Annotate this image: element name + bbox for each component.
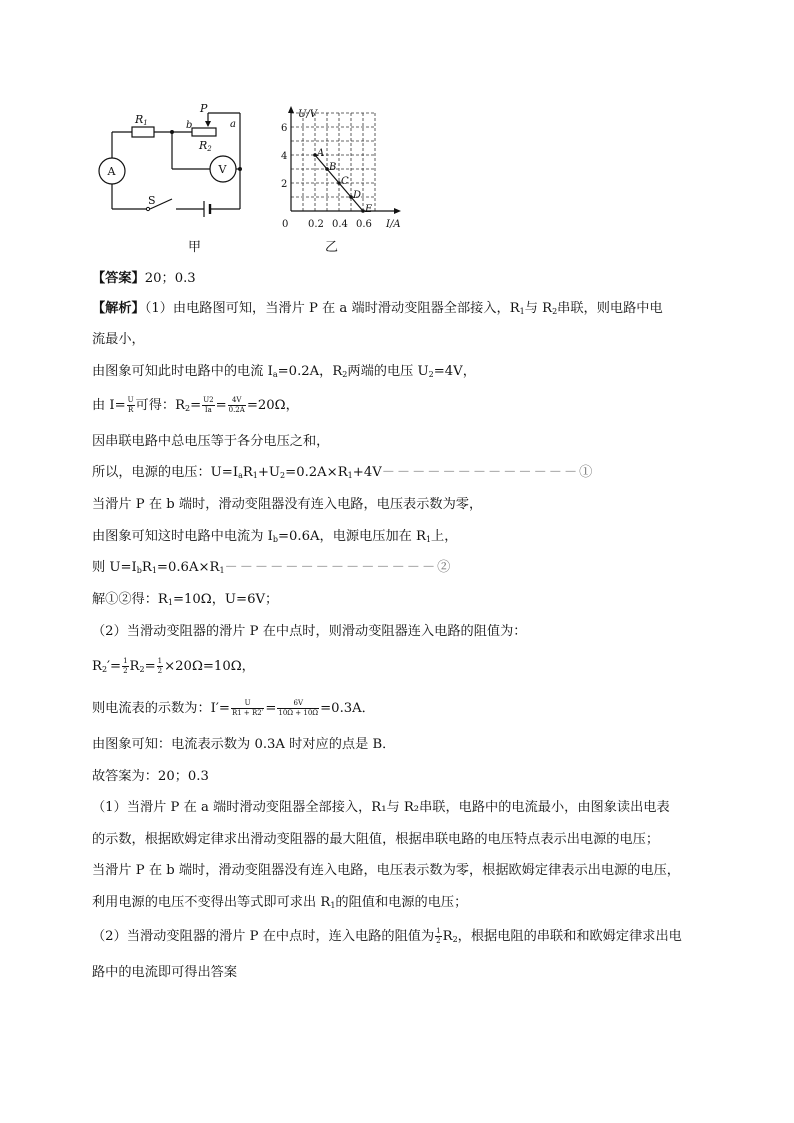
text-run: R <box>129 659 140 674</box>
subscript: 2 <box>139 665 145 674</box>
x-tick-label: 0.6 <box>356 219 372 230</box>
subscript: 1 <box>219 566 225 575</box>
text-run: =0.3A． <box>320 701 375 716</box>
x-tick-label: 0.4 <box>332 219 348 230</box>
fraction: $\frac{1}{2}$ <box>436 927 441 945</box>
text-run: （1）由电路图可知，当滑片 P 在 a 端时滑动变阻器全部接入，R <box>144 301 520 316</box>
text-run: =20Ω， <box>246 398 299 413</box>
y-axis-label: U/V <box>298 109 318 120</box>
text-run: 由 I= <box>92 398 126 413</box>
answer-line <box>92 272 196 285</box>
answer-label: 【答案】 <box>92 271 145 286</box>
analysis-line-9 <box>92 561 452 575</box>
analysis-line-20 <box>92 928 682 945</box>
text-run: 由图象可知此时电路中的电流 I <box>92 364 273 379</box>
text-run: 两端的电压 U <box>347 364 429 379</box>
text-run: 则电流表的示数为：I′= <box>92 701 230 716</box>
subscript: a <box>272 370 278 379</box>
text-run: （1）当滑片 P 在 a 端时滑动变阻器全部接入，R₁与 R₂串联，电路中的电流最小，由图象读出电表 <box>92 800 670 815</box>
subscript: 1 <box>425 535 432 544</box>
subscript: 2 <box>452 935 458 944</box>
text-run: 当滑片 P 在 b 端时，滑动变阻器没有连入电路，电压表示数为零，根据欧姆定律表示出电源的电压， <box>92 863 680 878</box>
analysis-line-4 <box>92 397 299 414</box>
text-run: 可得：R <box>135 398 186 413</box>
text-run: 当滑片 P 在 b 端时，滑动变阻器没有连入电路，电压表示数为零， <box>92 497 483 512</box>
switch-label: S <box>148 194 156 207</box>
analysis-line-18 <box>92 864 680 877</box>
text-run: +U <box>257 465 281 480</box>
text-run: 串联，则电路中电 <box>557 301 663 316</box>
point-label: A <box>317 148 325 159</box>
subscript: b <box>272 535 278 544</box>
analysis-line-13 <box>92 700 375 717</box>
subscript: 2 <box>185 404 191 413</box>
text-run: = <box>144 659 156 674</box>
circuit-diagram <box>92 103 272 233</box>
text-run: R <box>242 465 253 480</box>
text-run: =10Ω，U=6V； <box>172 592 279 607</box>
y-tick-label: 4 <box>281 151 288 162</box>
point-label: D <box>353 190 362 201</box>
point-label: B <box>329 162 337 173</box>
point-label: C <box>341 176 349 187</box>
subscript: 2 <box>101 665 108 674</box>
subscript: 2 <box>552 307 558 316</box>
terminal-b-label: b <box>186 120 193 131</box>
origin-label: 0 <box>282 219 289 230</box>
analysis-line-17 <box>92 833 659 846</box>
analysis-line-15 <box>92 770 209 783</box>
text-run: 路中的电流即可得出答案 <box>92 965 238 980</box>
analysis-line-2 <box>92 333 145 346</box>
analysis-line-6 <box>92 466 594 480</box>
dash-leader: －－－－－－－－－－－－－① <box>381 465 595 480</box>
fraction: $\frac{1}{2}$ <box>123 657 128 675</box>
ammeter-label: A <box>107 165 116 178</box>
fraction: $\frac{6V}{10\Omega + 10\Omega}$ <box>278 699 319 717</box>
answer-value: 20；0.3 <box>144 271 196 286</box>
text-run: 上， <box>431 529 458 544</box>
subscript: b <box>136 566 142 575</box>
fraction: $\frac{1}{2}$ <box>157 657 163 675</box>
text-run: ′= <box>107 659 122 674</box>
text-run: =0.6A，电源电压加在 R <box>277 529 426 544</box>
analysis-line-1 <box>92 302 663 316</box>
fraction: $\frac{U2}{Ia}$ <box>203 396 214 414</box>
text-run: = <box>190 398 202 413</box>
subscript: 1 <box>330 901 336 910</box>
text-run: 则 U=I <box>92 560 137 575</box>
subscript: 1 <box>252 471 258 480</box>
text-run: +4V <box>352 465 382 480</box>
text-run: 由图象可知：电流表示数为 0.3A 时对应的点是 B． <box>92 737 396 752</box>
subscript: 1 <box>519 307 525 316</box>
text-run: R <box>92 659 102 674</box>
y-tick-label: 2 <box>281 179 288 190</box>
point-label: E <box>365 204 373 215</box>
text-run: =0.2A×R <box>285 465 348 480</box>
r1-label: R1 <box>135 113 148 127</box>
text-run: =4V， <box>433 364 476 379</box>
slider-p-label: P <box>200 103 208 115</box>
subscript: 2 <box>428 370 434 379</box>
subscript: 2 <box>342 370 348 379</box>
subscript: 1 <box>151 566 157 575</box>
fraction: $\frac{U}{R1 + R2'}$ <box>231 699 264 717</box>
fraction: $\frac{U}{R}$ <box>127 396 134 414</box>
analysis-line-14 <box>92 738 395 751</box>
x-tick-label: 0.2 <box>308 219 324 230</box>
text-run: 与 R <box>524 301 553 316</box>
circuit-caption: 甲 <box>188 240 202 255</box>
text-run: 解①②得：R <box>92 592 168 607</box>
x-axis-label: I/A <box>386 219 401 230</box>
analysis-line-19 <box>92 896 467 910</box>
text-run: ×20Ω=10Ω， <box>164 659 255 674</box>
analysis-line-5 <box>92 435 329 448</box>
text-run: =0.6A×R <box>156 560 220 575</box>
text-run: = <box>265 701 277 716</box>
analysis-label: 【解析】 <box>92 301 145 316</box>
text-run: =0.2A，R <box>277 364 343 379</box>
text-run: 因串联电路中总电压等于各分电压之和， <box>92 434 330 449</box>
text-run: 流最小， <box>92 332 145 347</box>
analysis-line-10 <box>92 593 278 607</box>
subscript: a <box>238 471 243 480</box>
r2-label: R2 <box>199 139 212 153</box>
text-run: （2）当滑动变阻器的滑片 P 在中点时，连入电路的阻值为 <box>92 929 435 944</box>
u-i-graph <box>276 103 406 233</box>
voltmeter-label: V <box>218 163 227 176</box>
text-run: 的阻值和电源的电压； <box>335 895 468 910</box>
text-run: R <box>442 929 453 944</box>
subscript: 1 <box>167 598 173 607</box>
analysis-line-16 <box>92 801 670 814</box>
text-run: ，根据电阻的串联和和欧姆定律求出电 <box>457 929 682 944</box>
text-run: 利用电源的电压不变得出等式即可求出 R <box>92 895 331 910</box>
text-run: 的示数，根据欧姆定律求出滑动变阻器的最大阻值，根据串联电路的电压特点表示出电源的电压； <box>92 832 660 847</box>
text-run: 由图象可知这时电路中电流为 I <box>92 529 273 544</box>
text-run: R <box>141 560 152 575</box>
text-run: （2）当滑动变阻器的滑片 P 在中点时，则滑动变阻器连入电路的阻值为： <box>92 624 527 639</box>
analysis-line-7 <box>92 498 482 511</box>
text-run: 故答案为：20；0.3 <box>92 769 209 784</box>
analysis-line-3 <box>92 365 476 379</box>
fraction: $\frac{4V}{0.2A}$ <box>228 396 245 414</box>
subscript: 2 <box>280 471 286 480</box>
analysis-line-11 <box>92 625 526 638</box>
analysis-line-8 <box>92 530 457 544</box>
dash-leader: －－－－－－－－－－－－－－② <box>224 560 453 575</box>
analysis-line-21 <box>92 966 237 979</box>
text-run: = <box>215 398 227 413</box>
y-tick-label: 6 <box>281 123 288 134</box>
analysis-line-12 <box>92 658 255 675</box>
subscript: 1 <box>347 471 353 480</box>
text-run: 所以，电源的电压：U=I <box>92 465 239 480</box>
graph-caption: 乙 <box>325 240 339 255</box>
terminal-a-label: a <box>230 119 236 130</box>
